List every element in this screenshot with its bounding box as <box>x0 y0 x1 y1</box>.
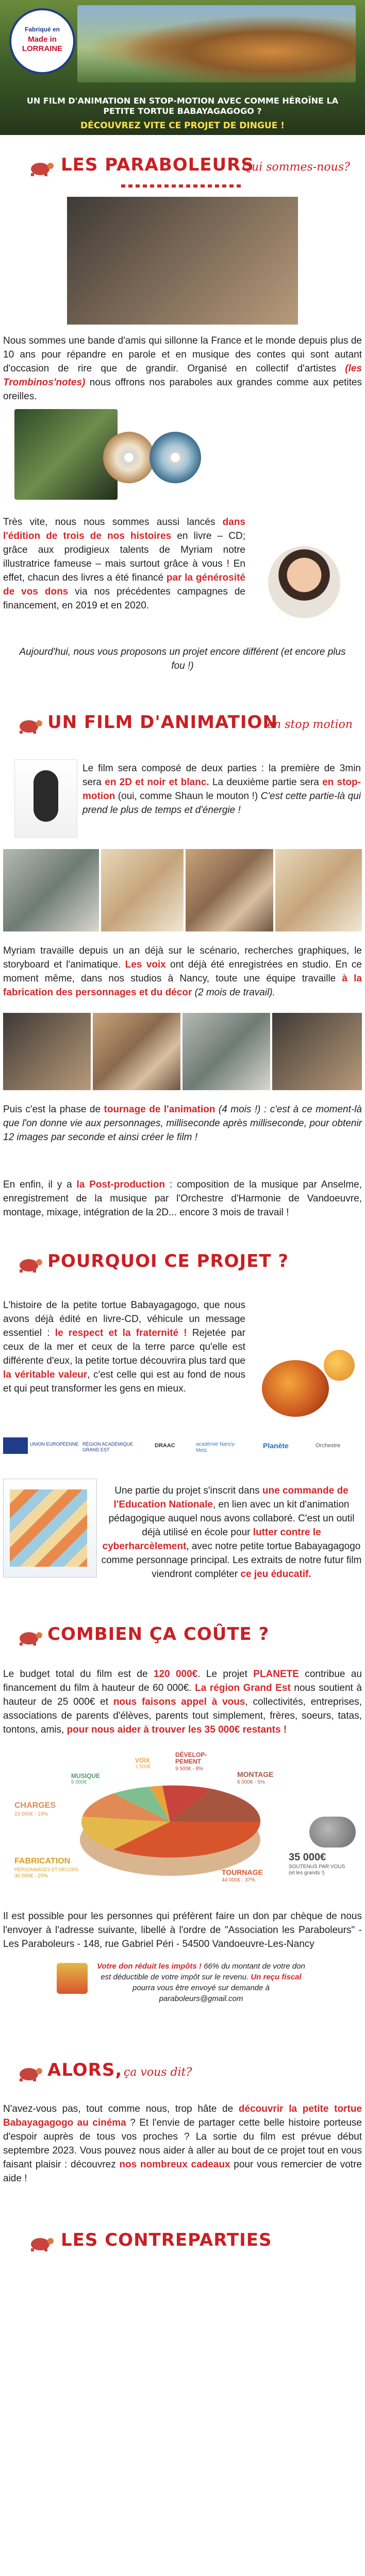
section-title: ALORS, <box>47 2060 123 2080</box>
pie-label-montage: MONTAGE <box>237 1770 274 1778</box>
turtle-icon <box>14 2062 43 2082</box>
partner-logo-label: Orchestre <box>316 1443 341 1449</box>
pie-value-charges: 23 000€ - 19% <box>14 1811 48 1817</box>
section-header-combien <box>0 1619 365 1655</box>
gift-illustration <box>57 1963 88 1994</box>
shooting-paragraph: Puis c'est la phase de tournage de l'animation (4 mois !) : c'est à ce moment-là que l'on donne vie aux personnages, milliseconde après milliseconde, pour obtenir 12 images par seconde et ainsi créer le film ! <box>3 1104 362 1143</box>
workshop-photo-1 <box>3 1013 91 1090</box>
pie-label-developpement: DÉVELOP-PEMENT <box>175 1751 207 1765</box>
section-subtitle: Qui sommes-nous? <box>242 161 350 174</box>
workshop-photo-3 <box>182 1013 270 1090</box>
production-paragraph: Myriam travaille depuis un an déjà sur le scénario, recherches graphiques, le storyboard et l'animatique. Les voix ont déjà été enregistrées en studio. En ce moment même, dans nos studios à Nancy, toute une équipe travaille à la fabrication des personnages et du décor (2 mois de travail). <box>3 945 362 998</box>
kit-cards <box>10 1489 87 1567</box>
pie-value-voix: 1 500€ <box>135 1764 151 1770</box>
made-in-lorraine-badge <box>9 8 75 74</box>
section-header-paraboleurs <box>0 149 365 185</box>
pie-sub-fabrication: PERSONNAGES ET DÉCORS <box>14 1867 79 1872</box>
pie-label-fabrication: FABRICATION <box>14 1857 71 1866</box>
section-header-film <box>0 707 365 743</box>
pie-label-musique: MUSIQUE <box>71 1772 101 1780</box>
workshop-photo-4 <box>272 1013 362 1090</box>
turtle-shell <box>262 1360 329 1417</box>
pie-goal-amount: 35 000€ <box>289 1852 326 1863</box>
section-title: COMBIEN ÇA COÛTE ? <box>47 1624 270 1645</box>
message-paragraph: L'histoire de la petite tortue Babayagagogo, que nous avons déjà édité en livre-CD, véhicule un message essentiel : le respect et la fraternité ! Rejetée par ceux de la mer et ceux de la terre parce qu'elle est différente d'eux, la petite tortue découvrira plus tard que la véritable valeur, c'est celle qui est au fond de nous et qui peut transformer les gens en mieux. <box>3 1300 245 1394</box>
turtle-icon <box>14 714 43 735</box>
partner-logo-label: Planète <box>263 1442 289 1450</box>
turtle-icon <box>26 157 55 177</box>
storyboard-photo-2 <box>101 849 184 931</box>
turtle-head <box>324 1350 355 1381</box>
illustrator-portrait <box>268 546 340 618</box>
pie-label-tournage: TOURNAGE <box>222 1868 263 1876</box>
title-underline <box>121 184 244 188</box>
section-title: LES CONTREPARTIES <box>61 2230 272 2250</box>
partner-logos-strip <box>0 1435 365 1460</box>
book-cover <box>14 409 118 500</box>
turtle-icon <box>14 1626 43 1647</box>
pie-label-charges: CHARGES <box>14 1801 56 1810</box>
cd-disc <box>150 432 201 483</box>
badge-main-text: Made in LORRAINE <box>22 35 63 53</box>
section-title: POURQUOI CE PROJET ? <box>47 1251 289 1272</box>
pie-slices <box>81 1785 260 1857</box>
storyboard-photo-3 <box>186 849 273 931</box>
hero-headline: UN FILM D'ANIMATION EN STOP-MOTION AVEC COMME HÉROÏNE LA PETITE TORTUE BABAYAGAGOGO ? <box>26 96 339 116</box>
teaser-paragraph: Aujourd'hui, nous vous proposons un projet encore différent (et encore plus fou !) <box>19 647 346 671</box>
educational-kit-image <box>3 1479 97 1578</box>
badge-top-text: Fabriqué en <box>24 26 60 33</box>
partner-logo-label: académie Nancy-Metz <box>196 1442 236 1453</box>
storyboard-photo-1 <box>3 849 99 931</box>
section-header-pourquoi <box>0 1246 365 1282</box>
pie-value-developpement: 9 500€ - 8% <box>175 1766 203 1772</box>
section-subtitle: ça vous dit? <box>124 2066 192 2079</box>
section-header-alors <box>0 2055 365 2091</box>
section-title: UN FILM D'ANIMATION <box>47 712 278 733</box>
sketch-illustration <box>14 759 77 838</box>
intro-paragraph: Nous sommes une bande d'amis qui sillonne la France et le monde depuis plus de 10 ans pour répandre en parole et en musique des contes qui sont autant d'occasion de rire que de grandir. Organisé en collectif d'artistes (les Trombinos'notes) nous offrons nos paraboles aux grandes comme aux petites oreilles. <box>3 335 362 402</box>
pie-value-musique: 5 000€ <box>71 1780 87 1785</box>
partner-logo-label: DRAAC <box>155 1443 175 1449</box>
budget-pie-infographic <box>0 1739 365 1894</box>
books-cd-illustration <box>0 401 206 509</box>
pie-label-voix: VOIX <box>135 1757 150 1764</box>
section-subtitle: en stop motion <box>267 718 353 731</box>
hero-banner <box>0 0 365 135</box>
section-title: LES PARABOLEURS <box>61 155 254 175</box>
partner-logo-label: UNION EUROPÉENNE <box>30 1442 79 1447</box>
section-header-contreparties <box>0 2225 365 2261</box>
clay-figure-image <box>309 1817 356 1848</box>
pie-value-tournage: 44 000€ - 37% <box>222 1877 256 1883</box>
postproduction-paragraph: En enfin, il y a la Post-production : composition de la musique par Anselme, enregistrement de la musique par l'Orchestre d'Harmonie de Vandoeuvre, montage, mixage, intégration de la 2D... encore 3 mois de travail ! <box>3 1179 362 1218</box>
pie-goal-sub: SOUTENUS PAR VOUS (et les grands !) <box>289 1864 345 1876</box>
partner-logo-label: RÉGION ACADÉMIQUE GRAND EST <box>82 1442 134 1452</box>
cheque-paragraph: Il est possible pour les personnes qui préfèrent faire un don par chèque de nous l'envoyer à l'adresse suivante, libellé à l'ordre de "Association les Paraboleurs" - Les Paraboleurs - 148, rue Gabriel Péri - 54500 Vandoeuvre-Les-Nancy <box>3 1911 362 1950</box>
education-paragraph: Une partie du projet s'inscrit dans une commande de l'Education Nationale, en lien avec un kit d'animation pédagogique auquel nous avons collaboré. C'est un outil déjà utilisé en école pour lutter contre le cyberharcèlement, avec notre petite tortue Babayagagogo comme personnage principal. Les extraits de notre futur film viendront compléter ce jeu éducatif. <box>101 1485 362 1580</box>
turtle-character-figure <box>257 1340 360 1427</box>
turtle-icon <box>14 1253 43 1274</box>
cd-disc <box>103 432 155 483</box>
call-to-action-paragraph: N'avez-vous pas, tout comme nous, trop hâte de découvrir la petite tortue Babayagagogo au cinéma ? Et l'envie de partager cette belle histoire porteuse d'espoir auprès de tous vos proches ? La sortie du film est prévue début septembre 2023. Vous pouvez nous aider à aller au bout de ce projet tout en vous faisant plaisir : découvrez nos nombreux cadeaux pour vous remercier de votre aide ! <box>3 2104 362 2184</box>
workshop-photo-2 <box>93 1013 180 1090</box>
turtle-icon <box>26 2232 55 2252</box>
pie-value-fabrication: 30 000€ - 25% <box>14 1873 48 1879</box>
team-photo <box>67 197 298 325</box>
film-parts-paragraph: Le film sera composé de deux parties : la première de 3min sera en 2D et noir et blanc. La deuxième partie sera en stop-motion (oui, comme Shaun le mouton !) C'est cette partie-là qui prend le plus de temps et d'énergie ! <box>82 763 361 816</box>
eu-logo <box>3 1437 28 1454</box>
tax-note: Votre don réduit les impôts ! 66% du montant de votre don est déductible de votre impôt sur le revenu. Un reçu fiscal pourra vous être envoyé sur demande à paraboleurs@gmail.com <box>97 1962 305 2003</box>
sketch-figure <box>34 770 58 822</box>
books-paragraph: Très vite, nous nous sommes aussi lancés dans l'édition de trois de nos histoires en livre – CD; grâce aux prodigieux talents de Myriam notre illustratrice fameuse – mais surtout grâce à vous ! En effet, chacun des livres a été financé par la générosité de vos dons via nos précédentes campagnes de financement, en 2019 et en 2020. <box>3 517 246 611</box>
budget-paragraph: Le budget total du film est de 120 000€. Le projet PLANETE contribue au financement du film à hauteur de 60 000€. La région Grand Est nous soutient à hauteur de 25 000€ et nous faisons appel à vous, collectivités, entreprises, associations de parents d'élèves, parents tout simplement, frères, soeurs, tatas, tontons, amis, pour nous aider à trouver les 35 000€ restants ! <box>3 1669 362 1735</box>
hero-subline: DÉCOUVREZ VITE CE PROJET DE DINGUE ! <box>80 121 285 131</box>
hero-illustration <box>77 5 356 82</box>
storyboard-photo-4 <box>275 849 362 931</box>
pie-value-montage: 6 000€ - 5% <box>237 1780 265 1785</box>
